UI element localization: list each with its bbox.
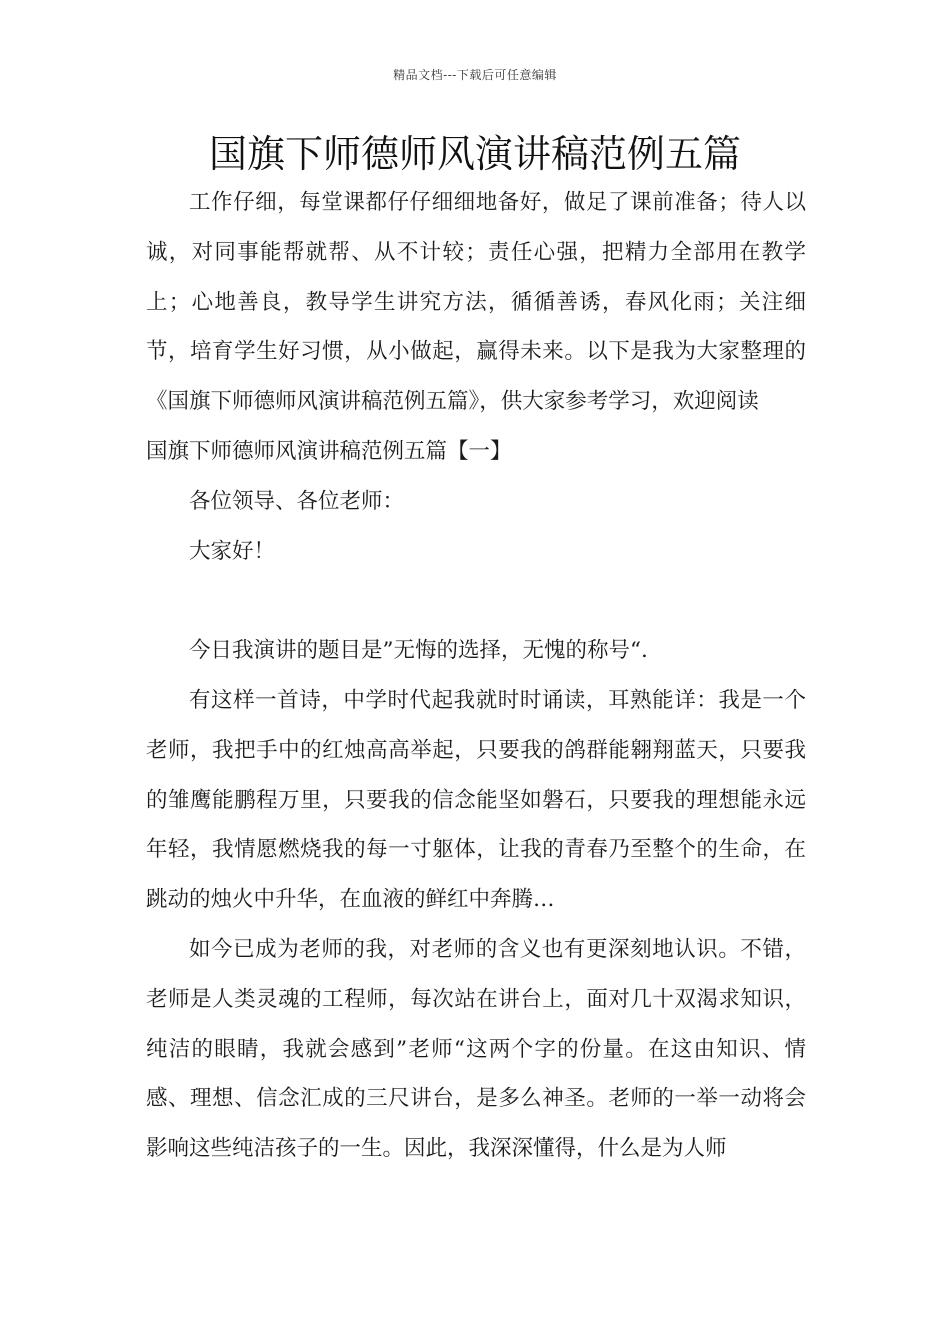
topic-paragraph: 今日我演讲的题目是”无悔的选择，无愧的称号“. <box>189 638 648 664</box>
document-title: 国旗下师德师风演讲稿范例五篇 <box>208 132 741 176</box>
document-body <box>146 178 806 1174</box>
greeting: 大家好！ <box>189 538 276 564</box>
section-heading: 国旗下师德师风演讲稿范例五篇【一】 <box>146 438 512 464</box>
salutation: 各位领导、各位老师： <box>189 488 405 514</box>
intro-paragraph: 工作仔细，每堂课都仔仔细细地备好，做足了课前准备；待人以诚，对同事能帮就帮、从不计较；责任心强，把精力全部用在教学上；心地善良，教导学生讲究方法，循循善诱，春风化雨；关注细节，培育学生好习惯，从小做起，赢得未来。以下是我为大家整理的《国旗下师德师风演讲稿范例五篇》，供大家参考学习，欢迎阅读 <box>146 190 806 415</box>
header-note: 精品文档---下载后可任意编辑 <box>393 68 557 82</box>
reflection-paragraph: 如今已成为老师的我，对老师的含义也有更深刻地认识。不错，老师是人类灵魂的工程师，每次站在讲台上，面对几十双渴求知识，纯洁的眼睛，我就会感到”老师“这两个字的份量。在这由知识、情感、理想、信念汇成的三尺讲台，是多么神圣。老师的一举一动将会影响这些纯洁孩子的一生。因此，我深深懂得，什么是为人师 <box>146 936 806 1162</box>
blank-line <box>146 576 806 626</box>
poem-paragraph: 有这样一首诗，中学时代起我就时时诵读，耳熟能详：我是一个老师，我把手中的红烛高高举起，只要我的鸽群能翱翔蓝天，只要我的雏鹰能鹏程万里，只要我的信念能坚如磐石，只要我的理想能永远年轻，我情愿燃烧我的每一寸躯体，让我的青春乃至整个的生命，在跳动的烛火中升华，在血液的鲜红中奔腾… <box>146 687 806 913</box>
